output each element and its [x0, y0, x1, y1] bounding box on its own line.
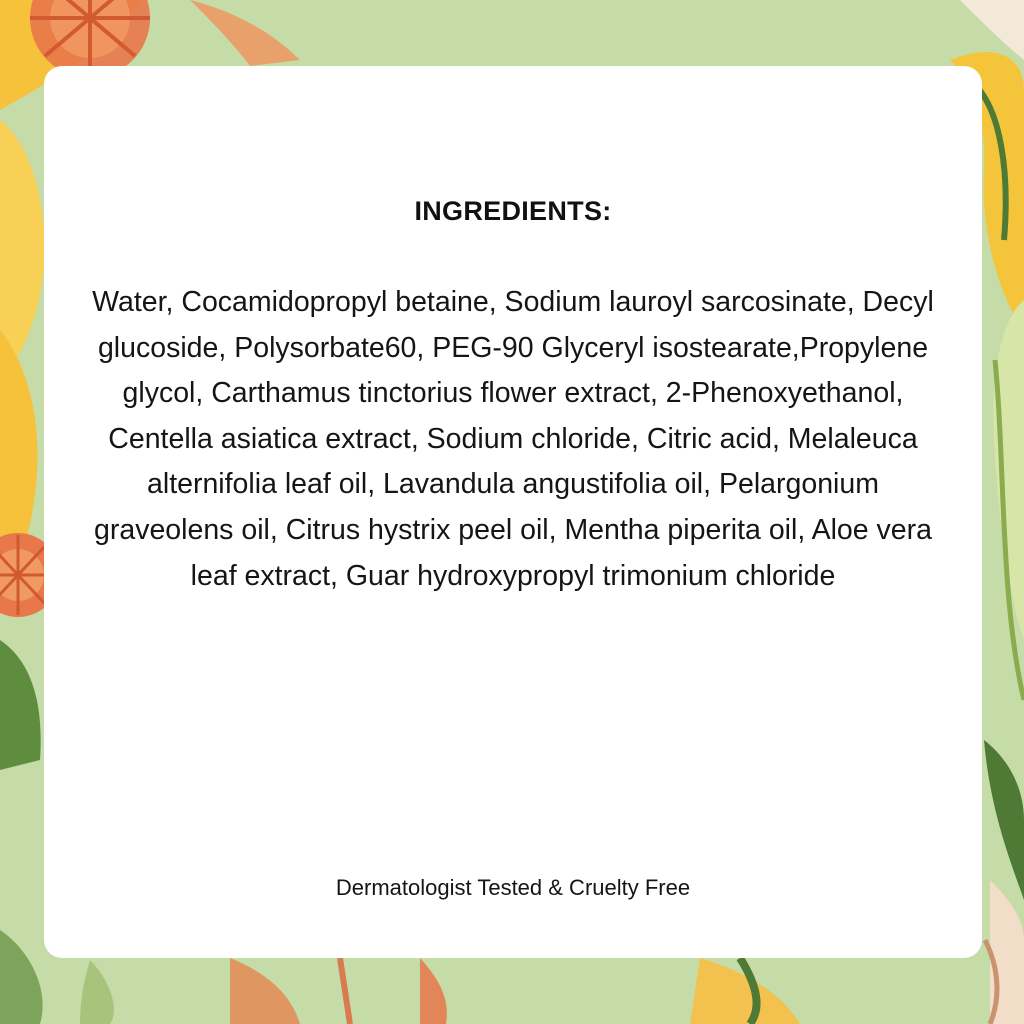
ingredients-card: [44, 66, 982, 958]
certification-note: Dermatologist Tested & Cruelty Free: [335, 875, 691, 900]
ingredients-heading: INGREDIENTS:: [414, 196, 612, 226]
ingredients-list: Water, Cocamidopropyl betaine, Sodium lauroyl sarcosinate, Decyl glucoside, Polysorbate60, PEG-90 Glyceryl isostearate,Propylene glycol, Carthamus tinctorius flower extract, 2-Phenoxyethanol, Centella asiatica extract, Sodium chloride, Citric acid, Melaleuca alternifolia leaf oil, Lavandula angustifolia oil, Pelargonium graveolens oil, Citrus hystrix peel oil, Mentha piperita oil, Aloe vera leaf extract, Guar hydroxypropyl trimonium chloride: [92, 286, 934, 592]
